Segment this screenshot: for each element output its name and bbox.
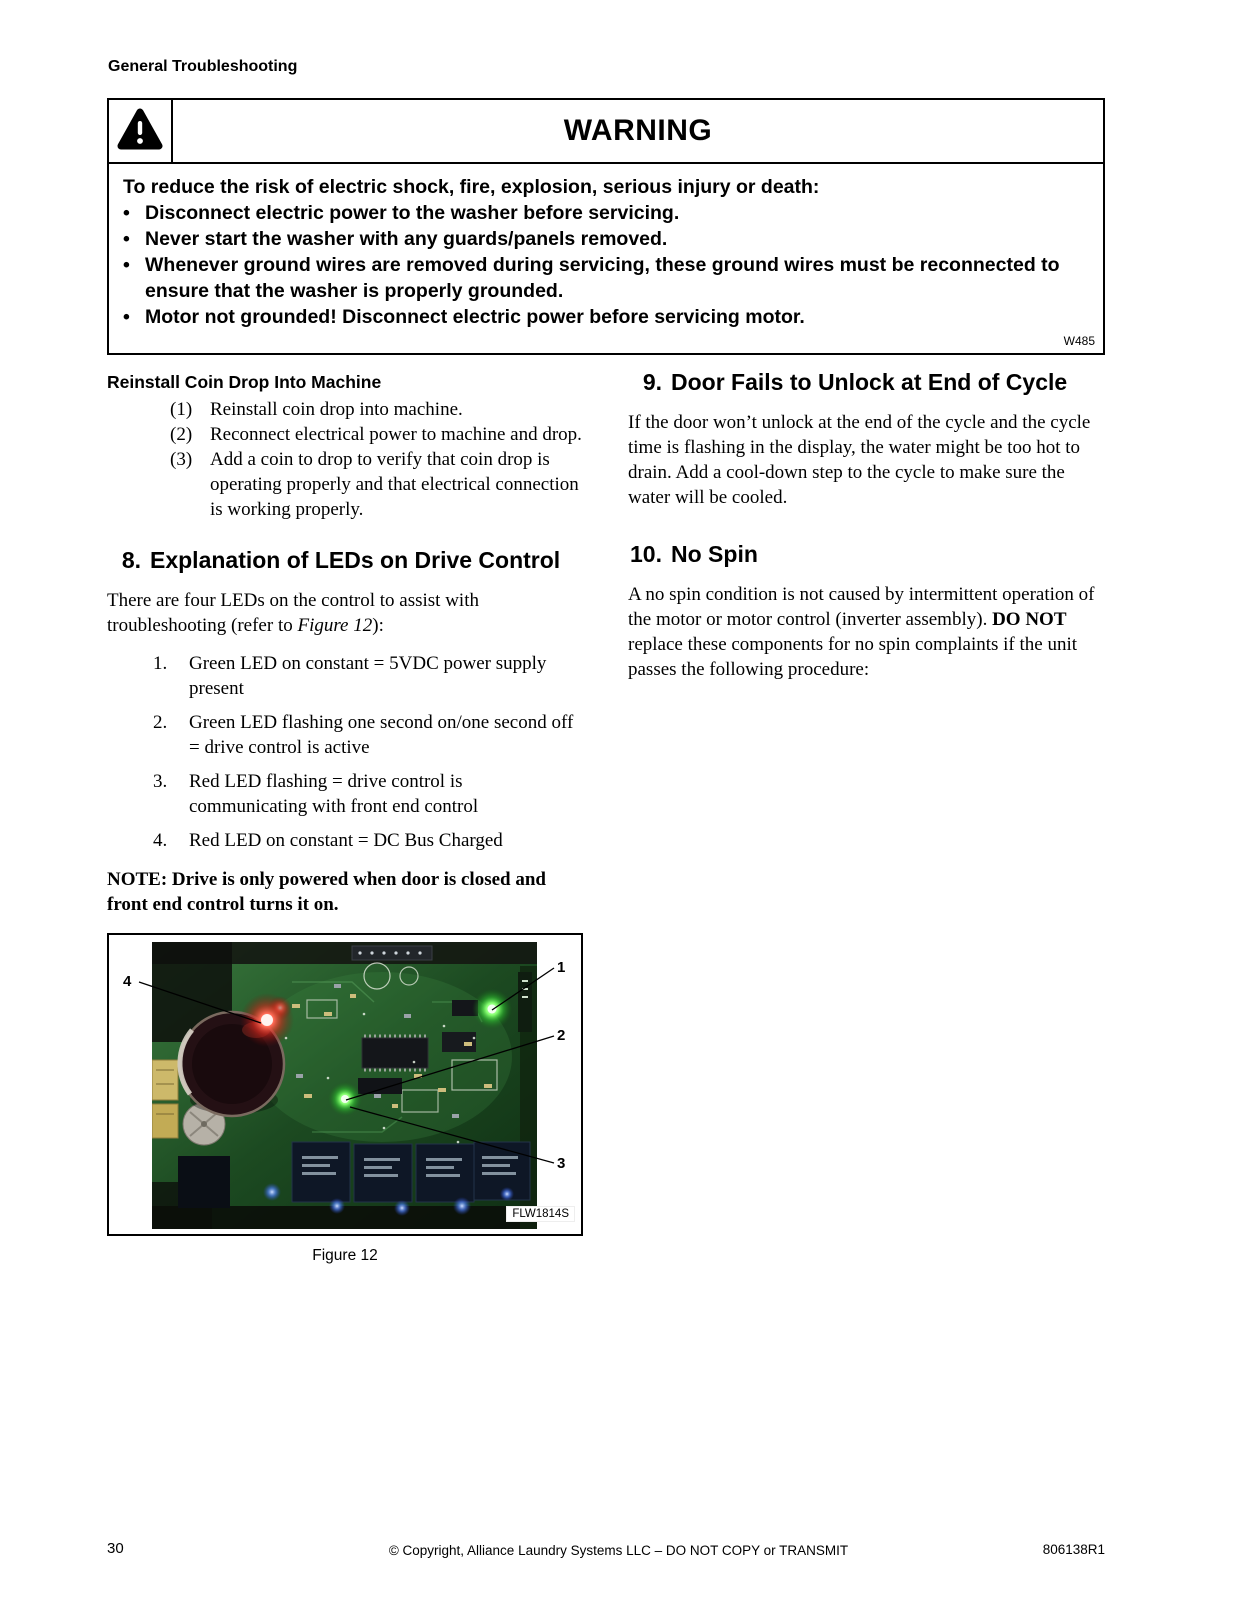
footer-copyright: © Copyright, Alliance Laundry Systems LLC – DO NOT COPY or TRANSMIT xyxy=(388,1543,849,1558)
warning-box xyxy=(107,98,1105,355)
reinstall-coin-drop-heading: Reinstall Coin Drop Into Machine xyxy=(107,372,382,392)
section-8-heading xyxy=(107,546,585,574)
led-list xyxy=(107,651,585,853)
section-9-heading xyxy=(628,368,1106,396)
warning-bullet-list xyxy=(123,200,1087,330)
figure-12-box xyxy=(107,933,583,1236)
section-8-intro-paragraph: There are four LEDs on the control to assist with troubleshooting (refer to Figure 12): xyxy=(107,590,479,636)
warning-bullet-item: • Disconnect electric power to the washer before servicing. xyxy=(123,202,680,224)
warning-icon-cell xyxy=(109,100,173,164)
bullet-glyph: • xyxy=(123,254,130,276)
callout-1: 1 xyxy=(557,959,566,976)
list-item: 4. Red LED on constant = DC Bus Charged xyxy=(153,830,503,851)
warning-triangle-icon xyxy=(117,108,163,155)
warning-bullet-item: • Motor not grounded! Disconnect electric power before servicing motor. xyxy=(123,306,805,328)
page-header-title: General Troubleshooting xyxy=(108,58,298,75)
callout-3: 3 xyxy=(557,1155,566,1172)
section-9-paragraph: If the door won’t unlock at the end of the cycle and the cycle time is flashing in the display, the water might be too hot to drain. Add a cool-down step to the cycle to make sure the water will be cooled. xyxy=(628,412,1091,508)
callout-4: 4 xyxy=(123,973,132,990)
bullet-glyph: • xyxy=(123,306,130,328)
section-title: No Spin xyxy=(671,541,758,567)
section-title: Door Fails to Unlock at End of Cycle xyxy=(671,369,1068,395)
bullet-glyph: • xyxy=(123,202,130,224)
list-item: (1) Reinstall coin drop into machine. xyxy=(170,399,463,420)
section-title: Explanation of LEDs on Drive Control xyxy=(150,547,561,573)
warning-bullet-item: • Never start the washer with any guards/panels removed. xyxy=(123,228,668,250)
section-10-heading xyxy=(628,540,1106,568)
warning-bullet-item: • Whenever ground wires are removed during servicing, these ground wires must be reconnected to ensure that the washer is properly grounded. xyxy=(123,254,1060,302)
bullet-glyph: • xyxy=(123,228,130,250)
warning-intro: To reduce the risk of electric shock, fire, explosion, serious injury or death: xyxy=(123,176,820,198)
right-column xyxy=(628,368,1106,682)
footer-page-number: 30 xyxy=(107,1540,124,1557)
figure-photo-code: FLW1814S xyxy=(506,1206,575,1222)
warning-header-row xyxy=(109,100,1103,164)
callout-2: 2 xyxy=(557,1027,566,1044)
note-paragraph: NOTE: Drive is only powered when door is closed and front end control turns it on. xyxy=(107,869,546,915)
list-item: (3) Add a coin to drop to verify that coin drop is operating properly and that electrical connection is working properly. xyxy=(170,449,579,520)
reinstall-steps-list xyxy=(107,397,585,522)
section-number: 8. xyxy=(121,547,141,573)
list-item: 2. Green LED flashing one second on/one second off = drive control is active xyxy=(153,712,574,758)
list-item: 1. Green LED on constant = 5VDC power supply present xyxy=(153,653,547,699)
list-item: (2) Reconnect electrical power to machine and drop. xyxy=(170,424,582,445)
circuit-board-photo xyxy=(152,942,537,1229)
footer-doc-number: 806138R1 xyxy=(1042,1542,1105,1557)
figure-caption: Figure 12 xyxy=(312,1247,378,1264)
warning-body xyxy=(109,164,1103,332)
list-item: 3. Red LED flashing = drive control is communicating with front end control xyxy=(153,771,479,817)
figure-reference: Figure 12 xyxy=(297,615,373,636)
do-not-emphasis: DO NOT xyxy=(992,609,1067,630)
section-10-paragraph: A no spin condition is not caused by intermittent operation of the motor or motor control (inverter assembly). DO NOT replace these components for no spin complaints if the unit passes the following procedure: xyxy=(628,584,1095,680)
warning-title: WARNING xyxy=(173,100,1103,164)
warning-code: W485 xyxy=(1063,334,1095,348)
left-column xyxy=(107,372,585,1265)
section-number: 10. xyxy=(630,541,662,567)
section-number: 9. xyxy=(642,369,662,395)
